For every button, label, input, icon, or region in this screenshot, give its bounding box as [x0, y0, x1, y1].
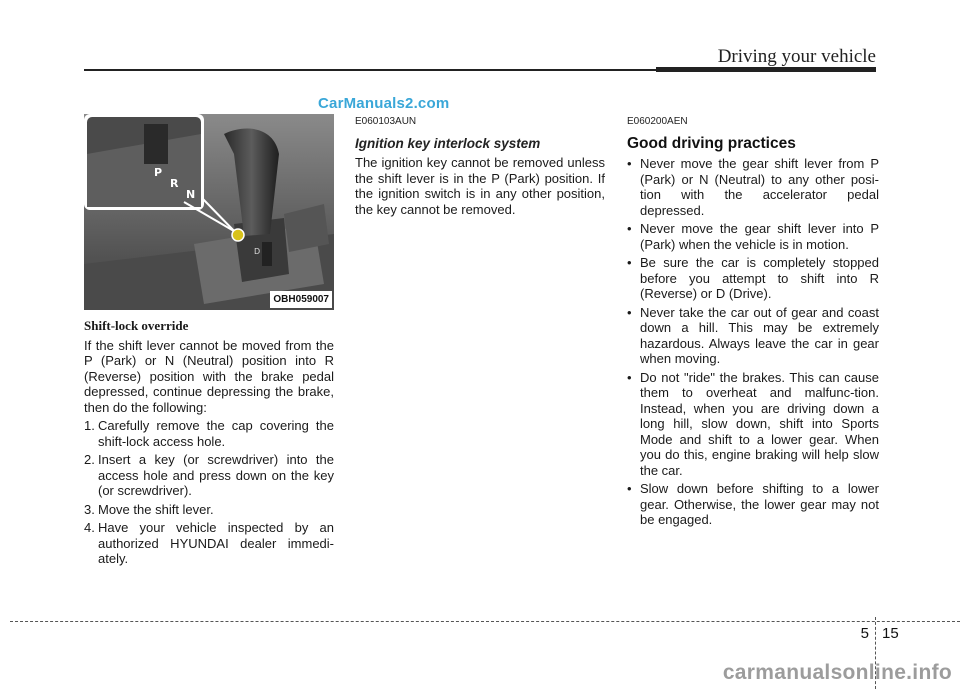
step-number: 3.	[84, 501, 95, 517]
driving-practices-list	[627, 156, 879, 528]
gear-letter-n: N	[186, 188, 196, 201]
shift-lock-steps	[84, 418, 334, 567]
right-column	[627, 114, 879, 531]
gear-letter-p: P	[154, 166, 163, 179]
header-rule	[84, 69, 656, 71]
step-item	[84, 502, 334, 518]
shift-lock-intro: If the shift lever cannot be moved from the P (Park) or N (Neutral) position into R (Reverse) position with the brake pedal depressed, continue depressing the brake, then do the following:	[84, 337, 334, 415]
step-number: 4.	[84, 520, 95, 535]
list-item: • Never move the gear shift lever from P (Park) or N (Neutral) to any other posi-tion with the accelerator pedal depressed.	[627, 156, 879, 218]
section-code: E060103AUN	[355, 116, 417, 127]
shift-lock-subtitle: Shift-lock override	[84, 318, 189, 333]
gear-letter-r: R	[170, 177, 179, 190]
step-text: Have your vehicle inspected by an authorized HYUNDAI dealer immedi-ately.	[98, 520, 334, 566]
watermark-link[interactable]: CarManuals2.com	[318, 95, 450, 112]
list-item: • Do not "ride" the brakes. This can cause them to overheat and malfunc-tion. Instead, when you are driving down a long hill, slow down, shift into Sports Mode and shift to a lower gear. When you do this, engine braking will help slow the car.	[627, 370, 879, 479]
list-item: • Be sure the car is completely stopped before you attempt to shift into R (Reverse) or D (Drive).	[627, 255, 879, 302]
gear-letter-d: D	[254, 247, 261, 256]
photo-code: OBH059007	[270, 291, 332, 309]
footer-divider	[10, 621, 960, 622]
left-column	[84, 114, 334, 570]
good-driving-title: Good driving practices	[627, 134, 796, 152]
step-text: Move the shift lever.	[98, 501, 214, 517]
step-number: 2.	[84, 452, 95, 467]
step-text: Carefully remove the cap covering the shift-lock access hole.	[98, 418, 334, 449]
list-item: • Never take the car out of gear and coast down a hill. This may be extremely hazardous. Always leave the car in gear when moving.	[627, 305, 879, 367]
ignition-interlock-subtitle: Ignition key interlock system	[355, 135, 541, 151]
shift-lever-photo	[84, 114, 334, 310]
ignition-interlock-body: The ignition key cannot be removed unless the shift lever is in the P (Park) position. If the ignition switch is in any other position, the key cannot be removed.	[355, 155, 605, 217]
step-item	[84, 520, 334, 567]
step-text: Insert a key (or screwdriver) into the access hole and press down on the key (or screwdriver).	[98, 452, 334, 498]
list-item: • Never move the gear shift lever into P (Park) when the vehicle is in motion.	[627, 221, 879, 252]
section-code: E060200AEN	[627, 116, 688, 127]
header-title: Driving your vehicle	[717, 46, 876, 67]
shift-lever-illustration	[84, 114, 334, 310]
site-watermark-link[interactable]: carmanualsonline.info	[722, 661, 952, 684]
middle-column	[355, 114, 605, 217]
list-item: • Slow down before shifting to a lower gear. Otherwise, the lower gear may not be engaged.	[627, 481, 879, 528]
header-rule-accent	[656, 67, 876, 72]
chapter-number: 5	[860, 625, 869, 642]
step-item	[84, 452, 334, 499]
page-number: 15	[882, 625, 899, 642]
step-number: 1.	[84, 418, 95, 433]
step-item	[84, 418, 334, 449]
